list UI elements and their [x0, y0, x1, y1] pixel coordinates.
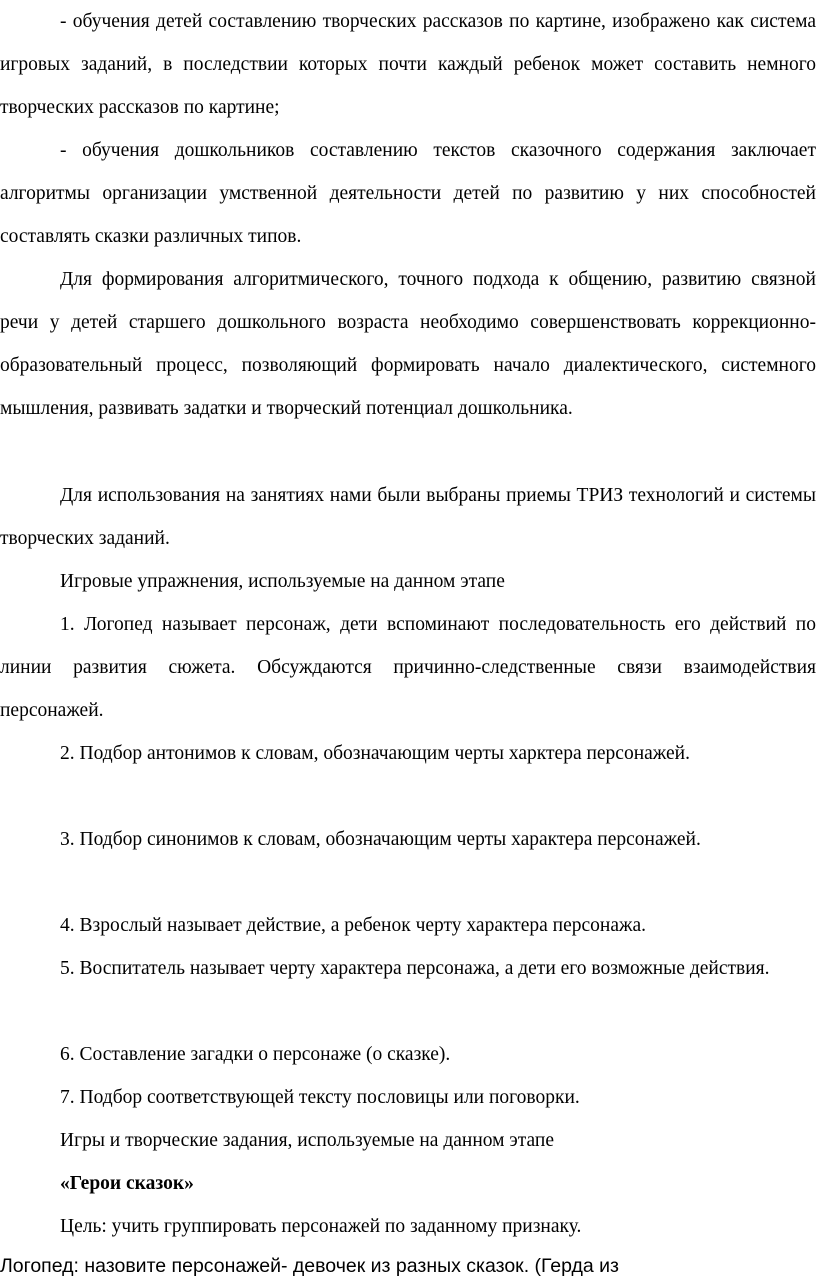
paragraph-3: Для формирования алгоритмического, точного подхода к общению, развитию связной речи у детей старшего дошкольного возраста необходимо совершенствовать коррекционно-образовательный процесс, позволяющий формировать начало диалектического, системного мышления, развивать задатки и творческий потенциал дошкольника. — [0, 269, 816, 419]
paragraph-4: Для использования на занятиях нами были выбраны приемы ТРИЗ технологий и системы творческих заданий. — [0, 485, 816, 549]
speech-therapist-line: Логопед: назовите персонажей- девочек из разных сказок. (Герда из — [0, 1255, 620, 1277]
exercise-6: 6. Составление загадки о персонаже (о сказке). — [60, 1044, 451, 1065]
game-title: «Герои сказок» — [60, 1173, 194, 1194]
exercise-7: 7. Подбор соответствующей тексту пословицы или поговорки. — [60, 1087, 580, 1108]
paragraph-games: Игры и творческие задания, используемые на данном этапе — [60, 1130, 554, 1151]
paragraph-1-text: - обучения детей составлению творческих рассказов по картине, изображено как система игровых заданий, в последствии которых почти каждый ребенок может составить немного творческих рассказов по картине; — [0, 11, 816, 118]
paragraph-1 — [0, 0, 816, 129]
exercise-3: 3. Подбор синонимов к словам, обозначающим черты характера персонажей. — [60, 829, 701, 850]
game-goal: Цель: учить группировать персонажей по заданному признаку. — [60, 1216, 582, 1237]
exercise-1: 1. Логопед называет персонаж, дети вспоминают последовательность его действий по линии развития сюжета. Обсуждаются причинно-следственные связи взаимодействия персонажей. — [0, 614, 816, 721]
exercise-5: 5. Воспитатель называет черту характера персонажа, а дети его возможные действия. — [60, 958, 770, 979]
exercise-2: 2. Подбор антонимов к словам, обозначающим черты харктера персонажей. — [60, 743, 690, 764]
exercise-4: 4. Взрослый называет действие, а ребенок черту характера персонажа. — [60, 915, 646, 936]
paragraph-2: - обучения дошкольников составлению текстов сказочного содержания заключает алгоритмы организации умственной деятельности детей по развитию у них способностей составлять сказки различных типов. — [0, 140, 816, 247]
paragraph-5: Игровые упражнения, используемые на данном этапе — [60, 571, 505, 592]
